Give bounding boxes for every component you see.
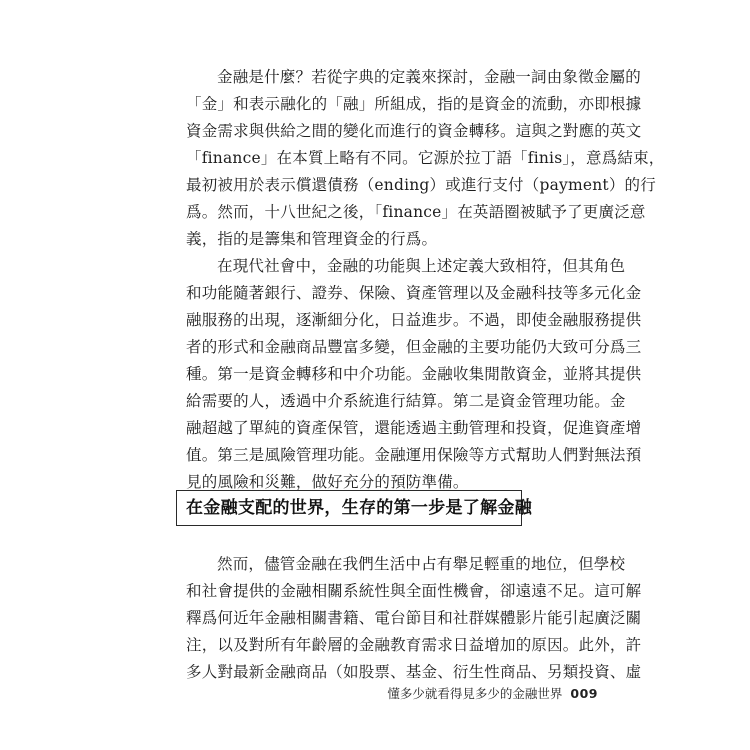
text-line: 然而，儘管金融在我們生活中占有舉足輕重的地位，但學校	[217, 555, 626, 573]
text-line: 爲。然而，十八世紀之後，「finance」在英語圈被賦予了更廣泛意	[186, 203, 646, 221]
text-line: 和社會提供的金融相關系統性與全面性機會，卻遠遠不足。這可解	[186, 582, 642, 600]
text-line: 金融是什麼？若從字典的定義來探討，金融一詞由象徵金屬的	[217, 68, 641, 86]
text-line: 值。第三是風險管理功能。金融運用保險等方式幫助人們對無法預	[186, 446, 642, 464]
text-line: 和功能隨著銀行、證券、保險、資產管理以及金融科技等多元化金	[186, 284, 642, 302]
text-line: 「finance」在本質上略有不同。它源於拉丁語「finis」，意爲結束，	[186, 149, 665, 167]
section-2-text	[186, 551, 642, 686]
text-line: 釋爲何近年金融相關書籍、電台節目和社群媒體影片能引起廣泛關	[186, 609, 642, 627]
text-line: 者的形式和金融商品豐富多變，但金融的主要功能仍大致可分爲三	[186, 338, 642, 356]
text-line: 資金需求與供給之間的變化而進行的資金轉移。這與之對應的英文	[186, 122, 642, 140]
text-line: 見的風險和災難，做好充分的預防準備。	[186, 473, 469, 491]
text-line: 融超越了單純的資產保管，還能透過主動管理和投資，促進資產增	[186, 419, 642, 437]
text-line: 最初被用於表示償還債務（ending）或進行支付（payment）的行	[186, 176, 656, 194]
text-line: 融服務的出現，逐漸細分化，日益進步。不過，即使金融服務提供	[186, 311, 642, 329]
text-line: 多人對最新金融商品（如股票、基金、衍生性商品、另類投資、虛	[186, 663, 642, 681]
paragraph-education-gap	[186, 551, 642, 686]
running-title: 懂多少就看得見多少的金融世界	[387, 686, 563, 701]
text-line: 「金」和表示融化的「融」所組成，指的是資金的流動，亦即根據	[186, 95, 642, 113]
page-number: 009	[570, 686, 598, 701]
paragraph-modern-functions	[186, 253, 642, 496]
page-footer	[387, 682, 598, 706]
section-heading: 在金融支配的世界，生存的第一步是了解金融	[186, 498, 532, 518]
text-line: 義，指的是籌集和管理資金的行爲。	[186, 230, 438, 248]
text-line: 注，以及對所有年齡層的金融教育需求日益增加的原因。此外，許	[186, 636, 642, 654]
text-line: 種。第一是資金轉移和中介功能。金融收集閒散資金，並將其提供	[186, 365, 642, 383]
text-line: 在現代社會中，金融的功能與上述定義大致相符，但其角色	[217, 257, 626, 275]
paragraph-definition	[186, 64, 665, 253]
text-line: 給需要的人，透過中介系統進行結算。第二是資金管理功能。金	[186, 392, 626, 410]
section-1-text	[186, 64, 665, 496]
